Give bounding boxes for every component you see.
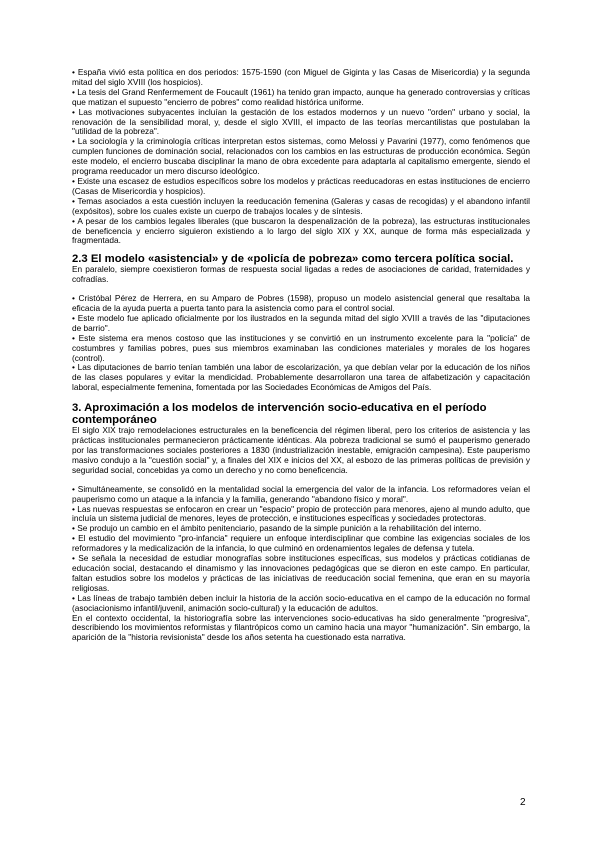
list-item: • Cristóbal Pérez de Herrera, en su Amparo de Pobres (1598), propuso un modelo asistencial general que resaltaba la eficacia de la ayuda puerta a puerta tanto para la asistencia como para el control social. — [72, 293, 530, 314]
list-item: • La sociología y la criminología críticas interpretan estos sistemas, como Melossi y Pavarini (1977), como fenómenos que cumplen funciones de dominación social, relacionados con los cambios en las estructuras de producción económica. Según este modelo, el encierro buscaba disciplinar la mano de obra excedente para adaptarla al capitalismo emergente, siendo el programa reeducador un mero discurso ideológico. — [72, 136, 530, 177]
bullet-list-encierro — [72, 68, 530, 246]
list-item: • Se produjo un cambio en el ámbito penitenciario, pasando de la simple punición a la rehabilitación del interno. — [72, 523, 482, 534]
section-heading-3: 3. Aproximación a los modelos de intervención socio-educativa en el período contemporáneo — [72, 402, 487, 427]
list-item: • Este modelo fue aplicado oficialmente por los ilustrados en la segunda mitad del siglo XVIII a través de las "diputaciones de barrio". — [72, 312, 530, 333]
list-item: • España vivió esta política en dos periodos: 1575-1590 (con Miguel de Giginta y las Casas de Misericordia) y la segunda mitad del siglo XVIII (los hospicios). — [72, 67, 530, 87]
list-item: • Simultáneamente, se consolidó en la mentalidad social la emergencia del valor de la infancia. Los reformadores veían el pauperismo como un ataque a la infancia y la familia, generando "abandono físico y moral". — [72, 483, 530, 504]
document-page — [72, 68, 530, 643]
list-item: • Temas asociados a esta cuestión incluyen la reeducación femenina (Galeras y casas de recogidas) y el abandono infantil (expósitos), sobre los cuales existe un cuerpo de trabajos locales y de síntesis. — [72, 195, 530, 216]
list-item: • A pesar de los cambios legales liberales (que buscaron la despenalización de la pobreza), las estructuras institucionales de beneficencia y encierro siguieron existiendo a lo largo del siglo XIX y XX, aunque de forma más especializada y fragmentada. — [72, 215, 530, 246]
list-item: • Las nuevas respuestas se enfocaron en crear un "espacio" propio de protección para menores, ajeno al mundo adulto, que incluía un sistema judicial de menores, leyes de protección, e instituciones específicas y sociedades protectoras. — [72, 503, 530, 524]
bullet-list-asistencial — [72, 294, 530, 393]
section-intro: El siglo XIX trajo remodelaciones estructurales en la beneficencia del régimen liberal, pero los criterios de asistencia y las prácticas institucionales permanecieron prácticamente idénticas. Ala pobreza tradicional se sumó el pauperismo generado por las transformaciones sociales posteriores a 1830 (industrialización inestable, emigración campesina). Este pauperismo masivo condujo a la "cuestión social" y, a finales del XIX e inicios del XX, al esbozo de las primeras políticas de previsión y seguridad social, concebidas ya como un derecho y no como beneficencia. — [72, 425, 530, 475]
section-intro: En paralelo, siempre coexistieron formas de respuesta social ligadas a redes de asociaciones de caridad, fraternidades y cofradías. — [72, 264, 530, 285]
list-item: • Este sistema era menos costoso que las instituciones y se convirtió en un instrumento excelente para la "policía" de costumbres y familias pobres, pues sus miembros examinaban las condiciones materiales y morales de los hogares (control). — [72, 332, 530, 363]
list-item: • La tesis del Grand Renfermement de Foucault (1961) ha tenido gran impacto, aunque ha generado controversias y críticas que matizan el supuesto "encierro de pobres" como realidad histórica uniforme. — [72, 86, 530, 107]
list-item: • Las motivaciones subyacentes incluían la gestación de los estados modernos y un nuevo "orden" urbano y social, la renovación de la sensibilidad moral, y, desde el siglo XVIII, el impacto de las teorías mercantilistas que postulaban la "utilidad de la pobreza". — [72, 106, 530, 137]
bullet-list-contemporaneo — [72, 485, 530, 614]
closing-paragraph: En el contexto occidental, la historiografía sobre las intervenciones socio-educativas ha sido generalmente "progresiva", describiendo los movimientos reformistas y filantrópicos como un camino hacia una mayor "humanización". Sin embargo, la aparición de la "historia revisionista" desde los años setenta ha cuestionado esta narrativa. — [72, 612, 530, 643]
list-item: • Las líneas de trabajo también deben incluir la historia de la acción socio-educativa en el campo de la educación no formal (asociacionismo infantil/juvenil, animación socio-cultural) y la educación de adultos. — [72, 592, 530, 613]
section-heading-2-3: 2.3 El modelo «asistencial» y de «policía de pobreza» como tercera política social. — [72, 253, 514, 266]
list-item: • Se señala la necesidad de estudiar monografías sobre instituciones específicas, sus modelos y prácticas cotidianas de educación social, destacando el dinamismo y las innovaciones pedagógicas que se dieron en este campo. En particular, faltan estudios sobre los modelos y prácticas de las iniciativas de reeducación social femenina, que eran en su mayoría religiosas. — [72, 553, 530, 593]
list-item: • El estudio del movimiento "pro-infancia" requiere un enfoque interdisciplinar que combine las exigencias sociales de los reformadores y la medicalización de la infancia, lo que culminó en ordenamientos legales de defensa y tutela. — [72, 533, 530, 554]
list-item: • Existe una escasez de estudios específicos sobre los modelos y prácticas reeducadoras en estas instituciones de encierro (Casas de Misericordia y hospicios). — [72, 175, 530, 196]
page-number: 2 — [520, 797, 526, 808]
list-item: • Las diputaciones de barrio tenían también una labor de escolarización, ya que debían velar por la educación de los niños de las clases populares y evitar la mendicidad. Probablemente desarrollaron una tarea de alfabetización y capacitación laboral, especialmente femenina, fomentada por las Sociedades Económicas de Amigos del País. — [72, 362, 530, 393]
